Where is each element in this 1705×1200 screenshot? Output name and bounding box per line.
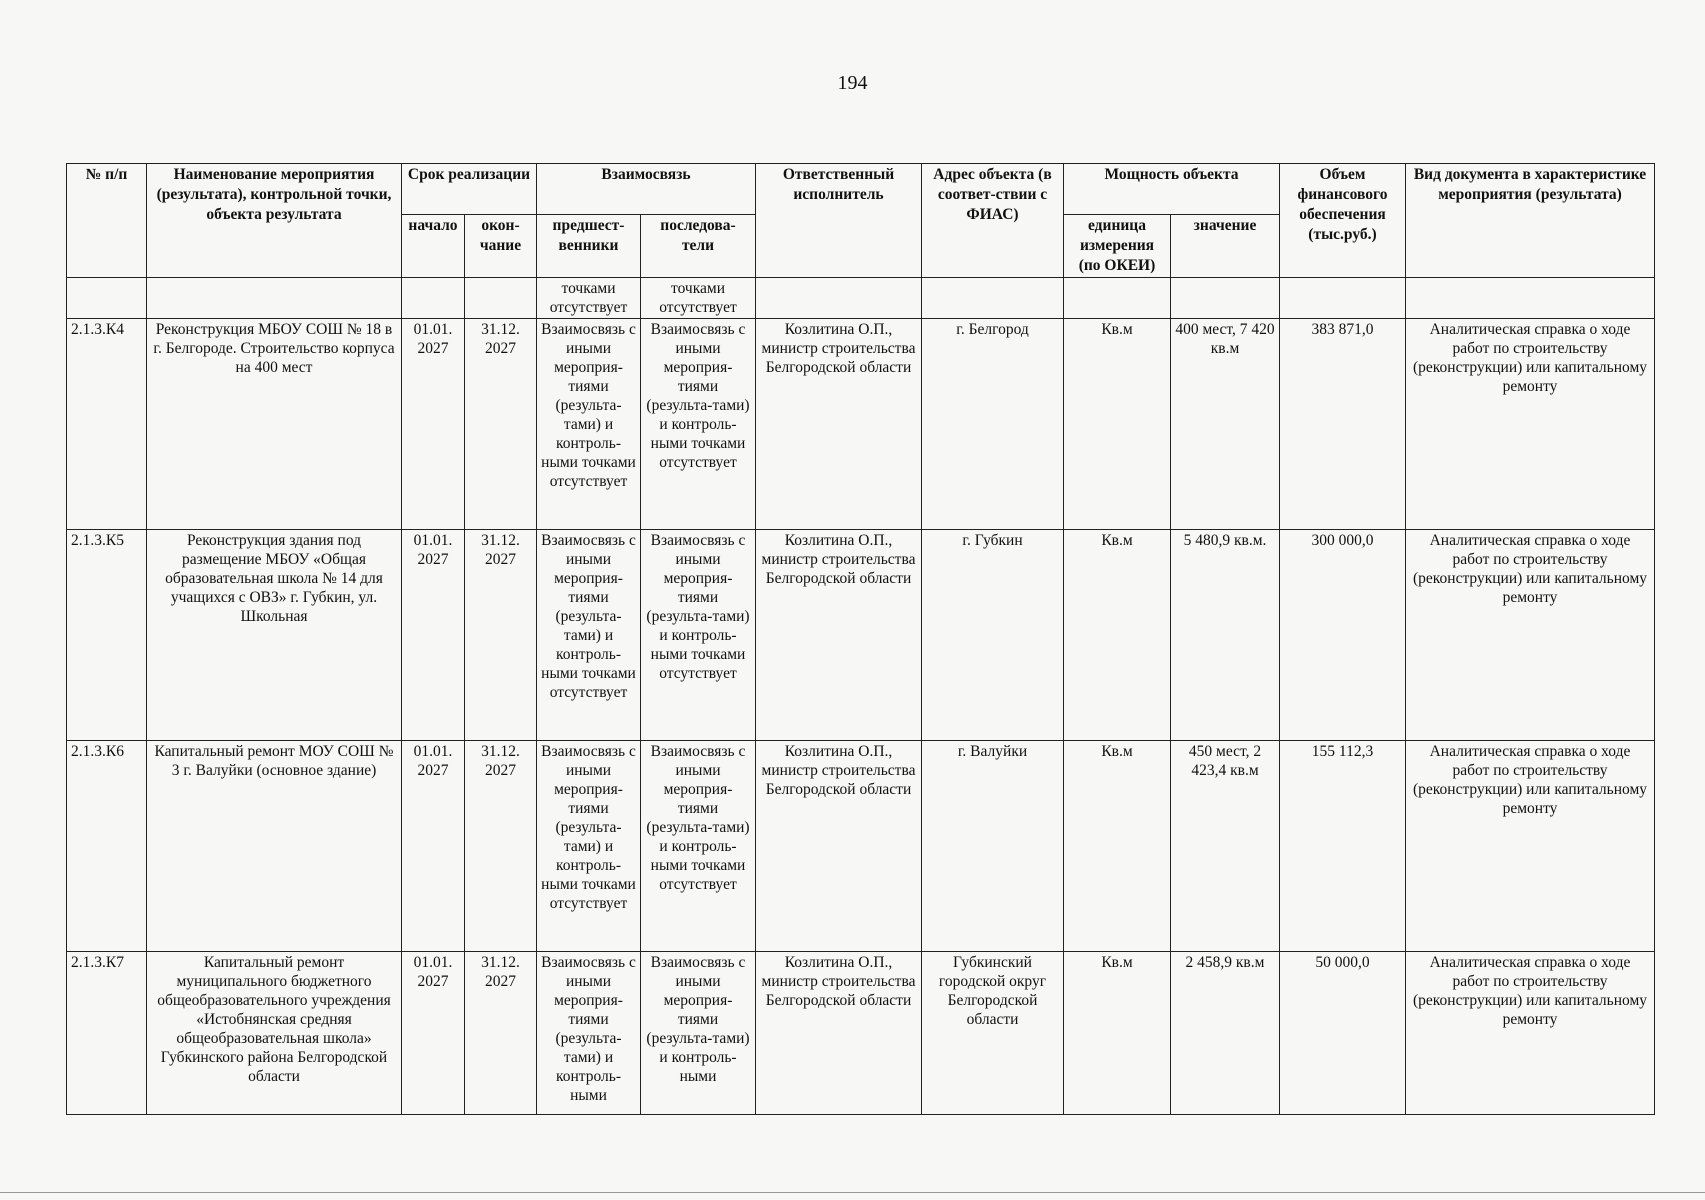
- cell-end: 31.12. 2027: [465, 952, 537, 1115]
- header-term-end: окон-чание: [465, 215, 537, 278]
- cell-unit: Кв.м: [1064, 319, 1171, 530]
- cell-name: Капитальный ремонт муниципального бюджетного общеобразовательного учреждения «Истобнянская средняя общеобразовательная школа» Губкинского района Белгородской области: [147, 952, 402, 1115]
- cell-start: 01.01. 2027: [402, 741, 465, 952]
- cell-doc: Аналитическая справка о ходе работ по строительству (реконструкции) или капитальному ремонту: [1406, 741, 1655, 952]
- header-capacity-unit: единица измерения (по ОКЕИ): [1064, 215, 1171, 278]
- cell-name: Реконструкция здания под размещение МБОУ «Общая образовательная школа № 14 для учащихся с ОВЗ» г. Губкин, ул. Школьная: [147, 530, 402, 741]
- table-row: [67, 530, 1655, 741]
- header-relation: Взаимосвязь: [537, 164, 756, 215]
- header-capacity: Мощность объекта: [1064, 164, 1280, 215]
- header-capacity-value: значение: [1171, 215, 1280, 278]
- cell-next: Взаимосвязь с иными мероприя-тиями (результа-тами) и контроль-ными точками отсутствует: [641, 530, 756, 741]
- header-doc: Вид документа в характеристике мероприятия (результата): [1406, 164, 1655, 278]
- cell-finance: 50 000,0: [1280, 952, 1406, 1115]
- cell-end: 31.12. 2027: [465, 741, 537, 952]
- cell-finance: 155 112,3: [1280, 741, 1406, 952]
- header-num: № п/п: [67, 164, 147, 278]
- header-address: Адрес объекта (в соответ-ствии с ФИАС): [922, 164, 1064, 278]
- cell-value: 5 480,9 кв.м.: [1171, 530, 1280, 741]
- header-relation-next: последова-тели: [641, 215, 756, 278]
- cell-prev: точками отсутствует: [537, 278, 641, 319]
- cell-unit: Кв.м: [1064, 952, 1171, 1115]
- cell-num: 2.1.3.К7: [67, 952, 147, 1115]
- cell-next: Взаимосвязь с иными мероприя-тиями (результа-тами) и контроль-ными точками отсутствует: [641, 741, 756, 952]
- cell-prev: Взаимосвязь с иными мероприя-тиями (результа-тами) и контроль-ными точками отсутствует: [537, 319, 641, 530]
- header-relation-prev: предшест-венники: [537, 215, 641, 278]
- cell-num: 2.1.3.К4: [67, 319, 147, 530]
- cell-address: г. Валуйки: [922, 741, 1064, 952]
- cell-num: 2.1.3.К5: [67, 530, 147, 741]
- header-term: Срок реализации: [402, 164, 537, 215]
- cell-value: 2 458,9 кв.м: [1171, 952, 1280, 1115]
- cell-prev: Взаимосвязь с иными мероприя-тиями (результа-тами) и контроль-ными точками отсутствует: [537, 741, 641, 952]
- cell-executor: Козлитина О.П., министр строительства Белгородской области: [756, 319, 922, 530]
- objects-table: [66, 163, 1655, 1115]
- cell-end: 31.12. 2027: [465, 319, 537, 530]
- cell-address: г. Губкин: [922, 530, 1064, 741]
- cell-start: 01.01. 2027: [402, 319, 465, 530]
- cell-doc: Аналитическая справка о ходе работ по строительству (реконструкции) или капитальному ремонту: [1406, 530, 1655, 741]
- cell-doc: Аналитическая справка о ходе работ по строительству (реконструкции) или капитальному ремонту: [1406, 319, 1655, 530]
- cell-name: Реконструкция МБОУ СОШ № 18 в г. Белгороде. Строительство корпуса на 400 мест: [147, 319, 402, 530]
- cell-executor: Козлитина О.П., министр строительства Белгородской области: [756, 741, 922, 952]
- cell-next: Взаимосвязь с иными мероприя-тиями (результа-тами) и контроль-ными: [641, 952, 756, 1115]
- table-row: [67, 952, 1655, 1115]
- cell-start: 01.01. 2027: [402, 952, 465, 1115]
- table-row: [67, 319, 1655, 530]
- header-term-start: начало: [402, 215, 465, 278]
- cell-finance: 300 000,0: [1280, 530, 1406, 741]
- header-executor: Ответственный исполнитель: [756, 164, 922, 278]
- cell-value: 400 мест, 7 420 кв.м: [1171, 319, 1280, 530]
- cell-executor: Козлитина О.П., министр строительства Белгородской области: [756, 952, 922, 1115]
- cell-next: Взаимосвязь с иными мероприя-тиями (результа-тами) и контроль-ными точками отсутствует: [641, 319, 756, 530]
- cell-address: Губкинский городской округ Белгородской области: [922, 952, 1064, 1115]
- cell-num: 2.1.3.К6: [67, 741, 147, 952]
- cell-name: Капитальный ремонт МОУ СОШ № 3 г. Валуйки (основное здание): [147, 741, 402, 952]
- cell-value: 450 мест, 2 423,4 кв.м: [1171, 741, 1280, 952]
- cell-prev: Взаимосвязь с иными мероприя-тиями (результа-тами) и контроль-ными точками отсутствует: [537, 530, 641, 741]
- page-edge-line: [0, 1192, 1705, 1193]
- continuation-row: [67, 278, 1655, 319]
- cell-executor: Козлитина О.П., министр строительства Белгородской области: [756, 530, 922, 741]
- cell-unit: Кв.м: [1064, 530, 1171, 741]
- cell-doc: Аналитическая справка о ходе работ по строительству (реконструкции) или капитальному ремонту: [1406, 952, 1655, 1115]
- cell-start: 01.01. 2027: [402, 530, 465, 741]
- cell-next: точками отсутствует: [641, 278, 756, 319]
- header-name: Наименование мероприятия (результата), контрольной точки, объекта результата: [147, 164, 402, 278]
- header-finance: Объем финансового обеспечения (тыс.руб.): [1280, 164, 1406, 278]
- page-number: 194: [837, 72, 868, 94]
- table-row: [67, 741, 1655, 952]
- cell-address: г. Белгород: [922, 319, 1064, 530]
- cell-finance: 383 871,0: [1280, 319, 1406, 530]
- cell-unit: Кв.м: [1064, 741, 1171, 952]
- cell-end: 31.12. 2027: [465, 530, 537, 741]
- cell-prev: Взаимосвязь с иными мероприя-тиями (результа-тами) и контроль-ными: [537, 952, 641, 1115]
